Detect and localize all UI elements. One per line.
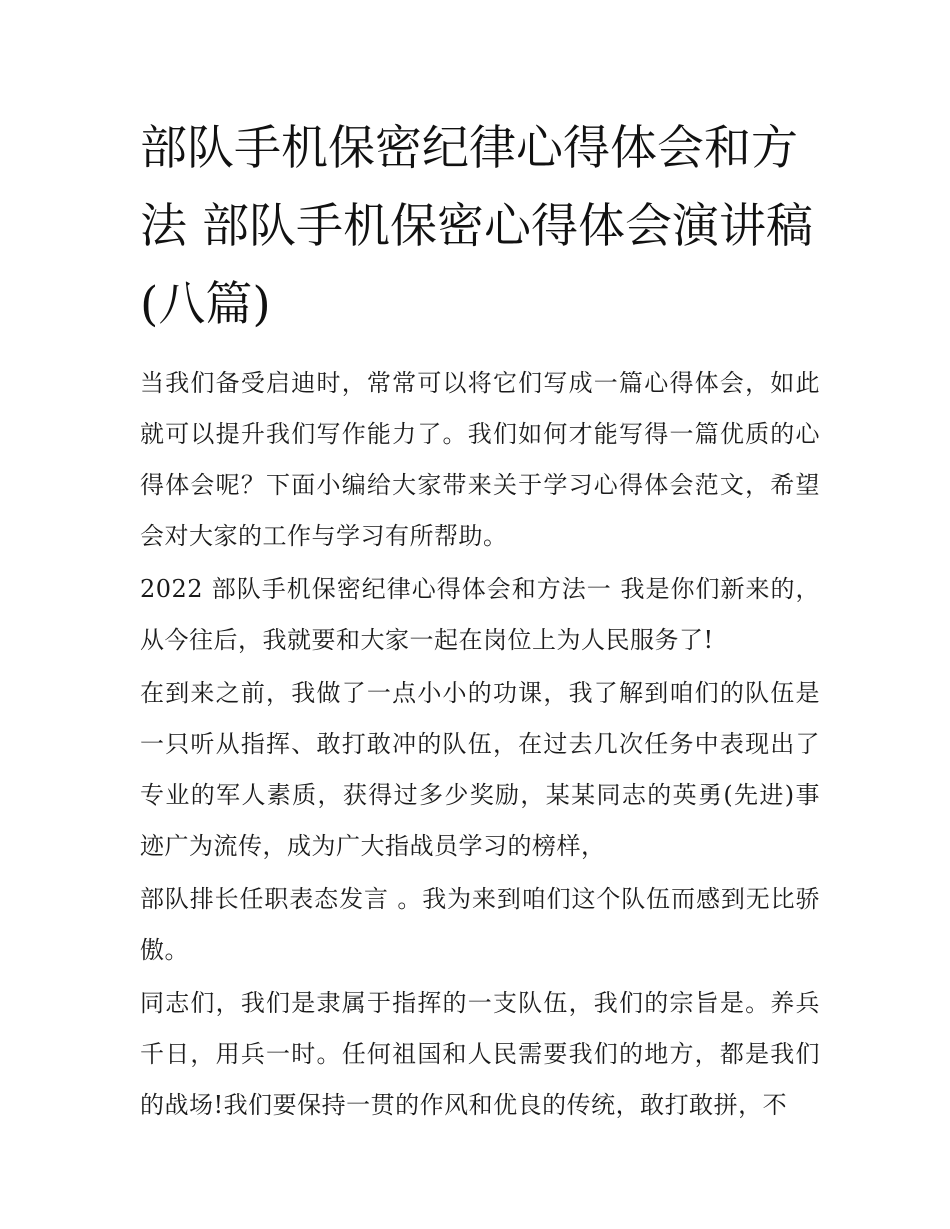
paragraph-opening: 2022 部队手机保密纪律心得体会和方法一 我是你们新来的，从今往后，我就要和大家一起在岗位上为人民服务了!	[140, 575, 820, 654]
paragraph-mission: 同志们，我们是隶属于指挥的一支队伍，我们的宗旨是。养兵千日，用兵一时。任何祖国和人民需要我们的地方，都是我们的战场!我们要保持一贯的作风和优良的传统，敢打敢拼，不	[140, 989, 820, 1119]
paragraph-intro: 当我们备受启迪时，常常可以将它们写成一篇心得体会，如此就可以提升我们写作能力了。我们如何才能写得一篇优质的心得体会呢？下面小编给大家带来关于学习心得体会范文，希望会对大家的工作与学习有所帮助。	[140, 369, 820, 550]
paragraph-preparation: 在到来之前，我做了一点小小的功课，我了解到咱们的队伍是一只听从指挥、敢打敢冲的队伍，在过去几次任务中表现出了专业的军人素质，获得过多少奖励，某某同志的英勇(先进)事迹广为流传，成为广大指战员学习的榜样，	[140, 679, 820, 860]
document-title: 部队手机保密纪律心得体会和方法 部队手机保密心得体会演讲稿(八篇)	[140, 121, 813, 332]
document-body	[140, 110, 820, 1131]
paragraph-pride: 部队排长任职表态发言 。我为来到咱们这个队伍而感到无比骄傲。	[140, 885, 820, 964]
